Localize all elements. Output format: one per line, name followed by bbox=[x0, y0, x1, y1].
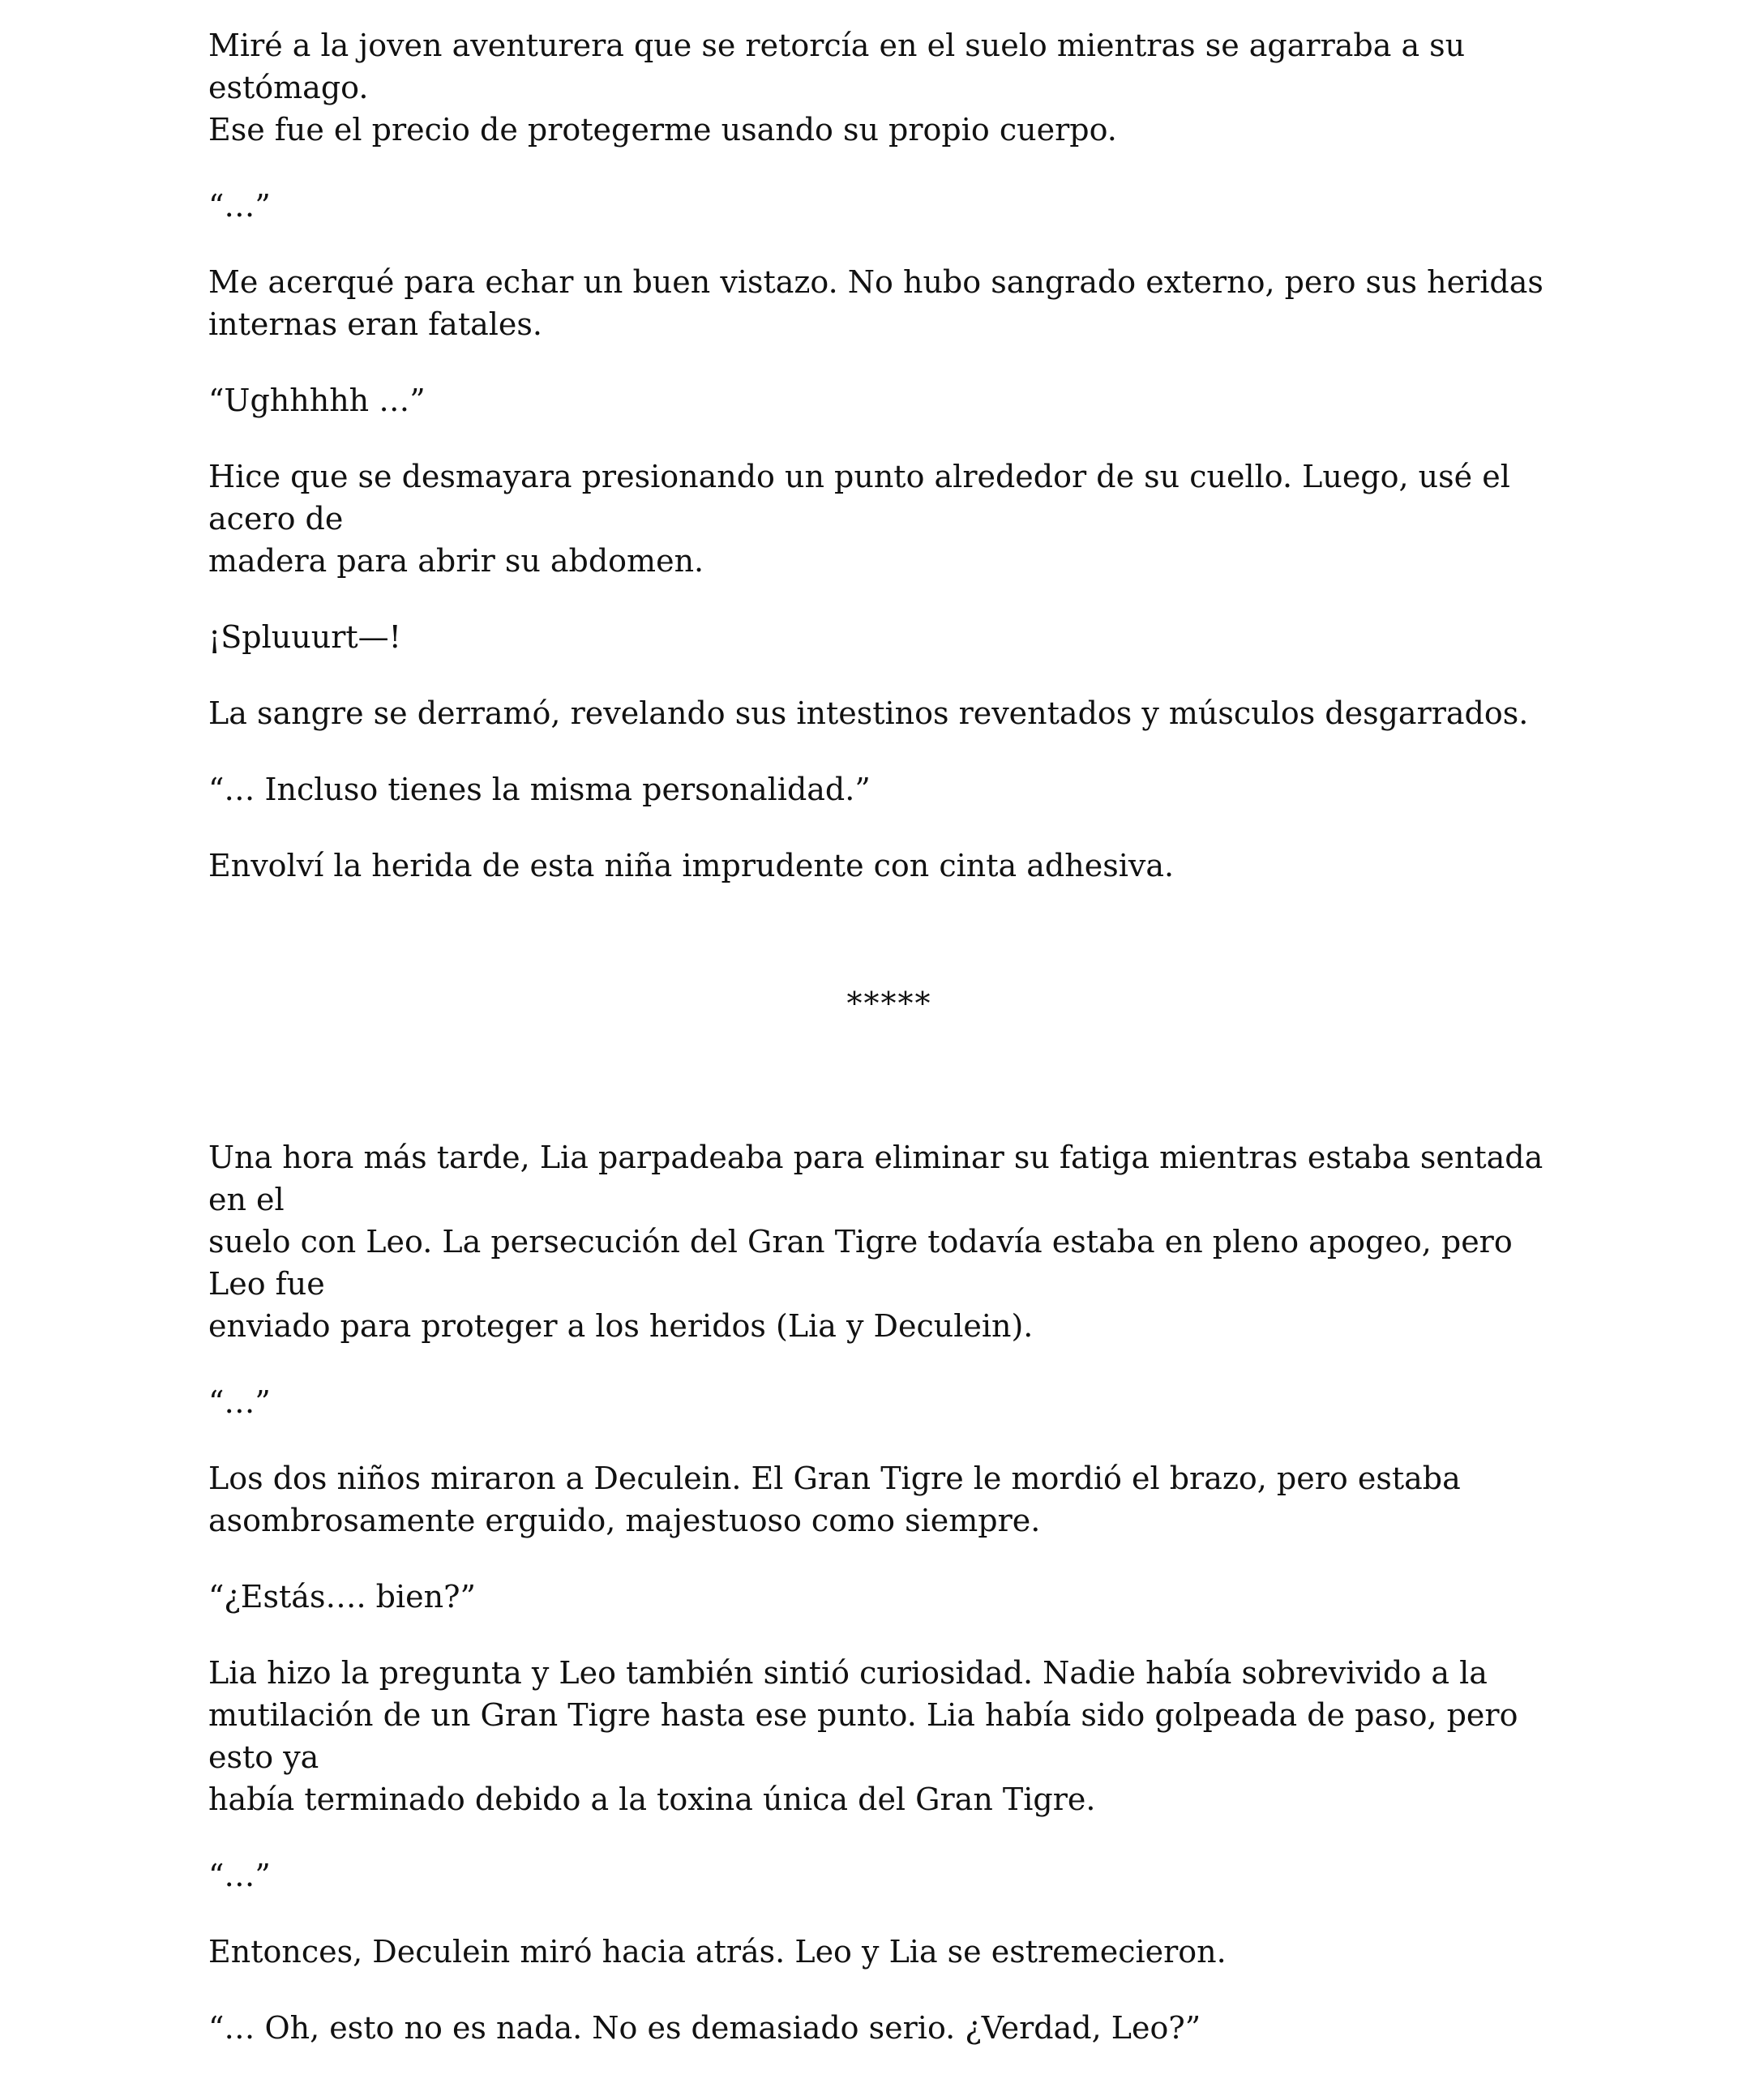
paragraph: Envolví la herida de esta niña imprudente con cinta adhesiva. bbox=[208, 848, 1175, 883]
paragraph: ¡Spluuurt—! bbox=[208, 619, 401, 655]
paragraph: Miré a la joven aventurera que se retorcía en el suelo mientras se agarraba a su estómago. Ese fue el precio de protegerme usando su propio cuerpo. bbox=[208, 28, 1466, 148]
paragraph: Entonces, Deculein miró hacia atrás. Leo y Lia se estremecieron. bbox=[208, 1934, 1227, 1970]
paragraph: “…” bbox=[208, 1858, 271, 1893]
paragraph: La sangre se derramó, revelando sus intestinos reventados y músculos desgarrados. bbox=[208, 695, 1529, 731]
paragraph: Me acerqué para echar un buen vistazo. No hubo sangrado externo, pero sus heridas internas eran fatales. bbox=[208, 264, 1544, 342]
section-separator: ***** bbox=[846, 986, 932, 1021]
document-page bbox=[208, 24, 1570, 2083]
paragraph: “…” bbox=[208, 1384, 271, 1420]
paragraph: “¿Estás…. bien?” bbox=[208, 1579, 476, 1615]
paragraph: “…” bbox=[208, 188, 271, 224]
section-spacer bbox=[208, 1024, 1570, 1136]
paragraph: “… Oh, esto no es nada. No es demasiado serio. ¿Verdad, Leo?” bbox=[208, 2010, 1201, 2046]
paragraph: “… Incluso tienes la misma personalidad.” bbox=[208, 772, 871, 807]
paragraph: Lia hizo la pregunta y Leo también sintió curiosidad. Nadie había sobrevivido a la mutilación de un Gran Tigre hasta ese punto. Lia había sido golpeada de paso, pero esto ya había terminado debido a la toxina única del Gran Tigre. bbox=[208, 1655, 1518, 1817]
paragraph: Una hora más tarde, Lia parpadeaba para eliminar su fatiga mientras estaba sentada en el suelo con Leo. La persecución del Gran Tigre todavía estaba en pleno apogeo, pero Leo fue enviado para proteger a los heridos (Lia y Deculein). bbox=[208, 1140, 1544, 1344]
paragraph: Los dos niños miraron a Deculein. El Gran Tigre le mordió el brazo, pero estaba asombrosamente erguido, majestuoso como siempre. bbox=[208, 1461, 1461, 1538]
paragraph: Hice que se desmayara presionando un punto alrededor de su cuello. Luego, usé el acero de madera para abrir su abdomen. bbox=[208, 459, 1510, 579]
paragraph: “Ughhhhh …” bbox=[208, 383, 426, 418]
